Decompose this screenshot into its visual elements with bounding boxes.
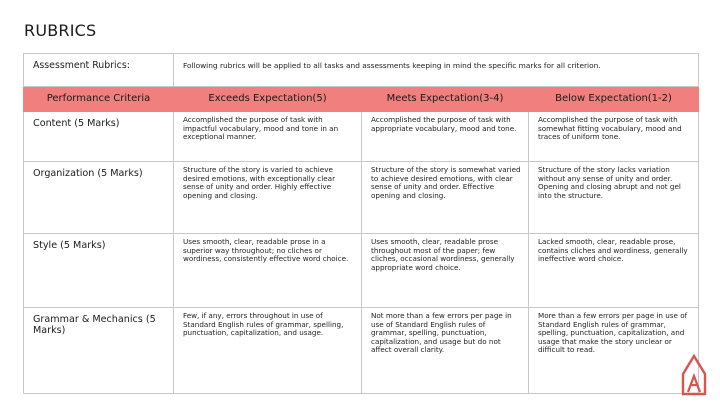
- meets-cell: Structure of the story is somewhat varied to achieve desired emotions, with clear sense of unity and order. Effective opening and closing.: [362, 162, 529, 234]
- below-cell: Accomplished the purpose of task with somewhat fitting vocabulary, mood and traces of uniform tone.: [529, 112, 699, 162]
- rubric-table: [23, 53, 699, 394]
- meets-cell: Not more than a few errors per page in use of Standard English rules of grammar, spelling, punctuation, capitalization, and usage but do not affect overall clarity.: [362, 308, 529, 394]
- exceeds-cell: Few, if any, errors throughout in use of Standard English rules of grammar, spelling, punctuation, capitalization, and usage.: [174, 308, 362, 394]
- table-row: [24, 308, 699, 394]
- page-title: RUBRICS: [24, 21, 97, 40]
- header-performance-criteria: Performance Criteria: [24, 87, 174, 112]
- criterion-cell: Content (5 Marks): [24, 112, 174, 162]
- below-cell: Structure of the story lacks variation without any sense of unity and order. Opening and closing abrupt and not gel into the structure.: [529, 162, 699, 234]
- exceeds-cell: Structure of the story is varied to achieve desired emotions, with exceptionally clear sense of unity and order. Highly effective opening and closing.: [174, 162, 362, 234]
- meets-cell: Uses smooth, clear, readable prose throughout most of the paper; few cliches, occasional wordiness, generally appropriate word choice.: [362, 234, 529, 308]
- logo-strokes: [683, 356, 705, 394]
- intro-text: Following rubrics will be applied to all tasks and assessments keeping in mind the specific marks for all criterion.: [174, 54, 699, 87]
- criterion-cell: Organization (5 Marks): [24, 162, 174, 234]
- criterion-cell: Style (5 Marks): [24, 234, 174, 308]
- meets-cell: Accomplished the purpose of task with appropriate vocabulary, mood and tone.: [362, 112, 529, 162]
- brand-logo-mark: [677, 354, 711, 396]
- brand-logo-icon: [677, 354, 711, 396]
- criterion-cell: Grammar & Mechanics (5 Marks): [24, 308, 174, 394]
- table-row: [24, 162, 699, 234]
- below-cell: More than a few errors per page in use of Standard English rules of grammar, spelling, punctuation, capitalization, and usage that make the story unclear or difficult to read.: [529, 308, 699, 394]
- table-header-row: [24, 87, 699, 112]
- table-row: [24, 234, 699, 308]
- below-cell: Lacked smooth, clear, readable prose, contains cliches and wordiness, generally ineffective word choice.: [529, 234, 699, 308]
- header-exceeds-expectation: Exceeds Expectation(5): [174, 87, 362, 112]
- intro-label: Assessment Rubrics:: [24, 54, 174, 87]
- exceeds-cell: Uses smooth, clear, readable prose in a superior way throughout; no cliches or wordiness, consistently effective word choice.: [174, 234, 362, 308]
- exceeds-cell: Accomplished the purpose of task with impactful vocabulary, mood and tone in an exceptional manner.: [174, 112, 362, 162]
- intro-row: [24, 54, 699, 87]
- table-row: [24, 112, 699, 162]
- header-meets-expectation: Meets Expectation(3-4): [362, 87, 529, 112]
- header-below-expectation: Below Expectation(1-2): [529, 87, 699, 112]
